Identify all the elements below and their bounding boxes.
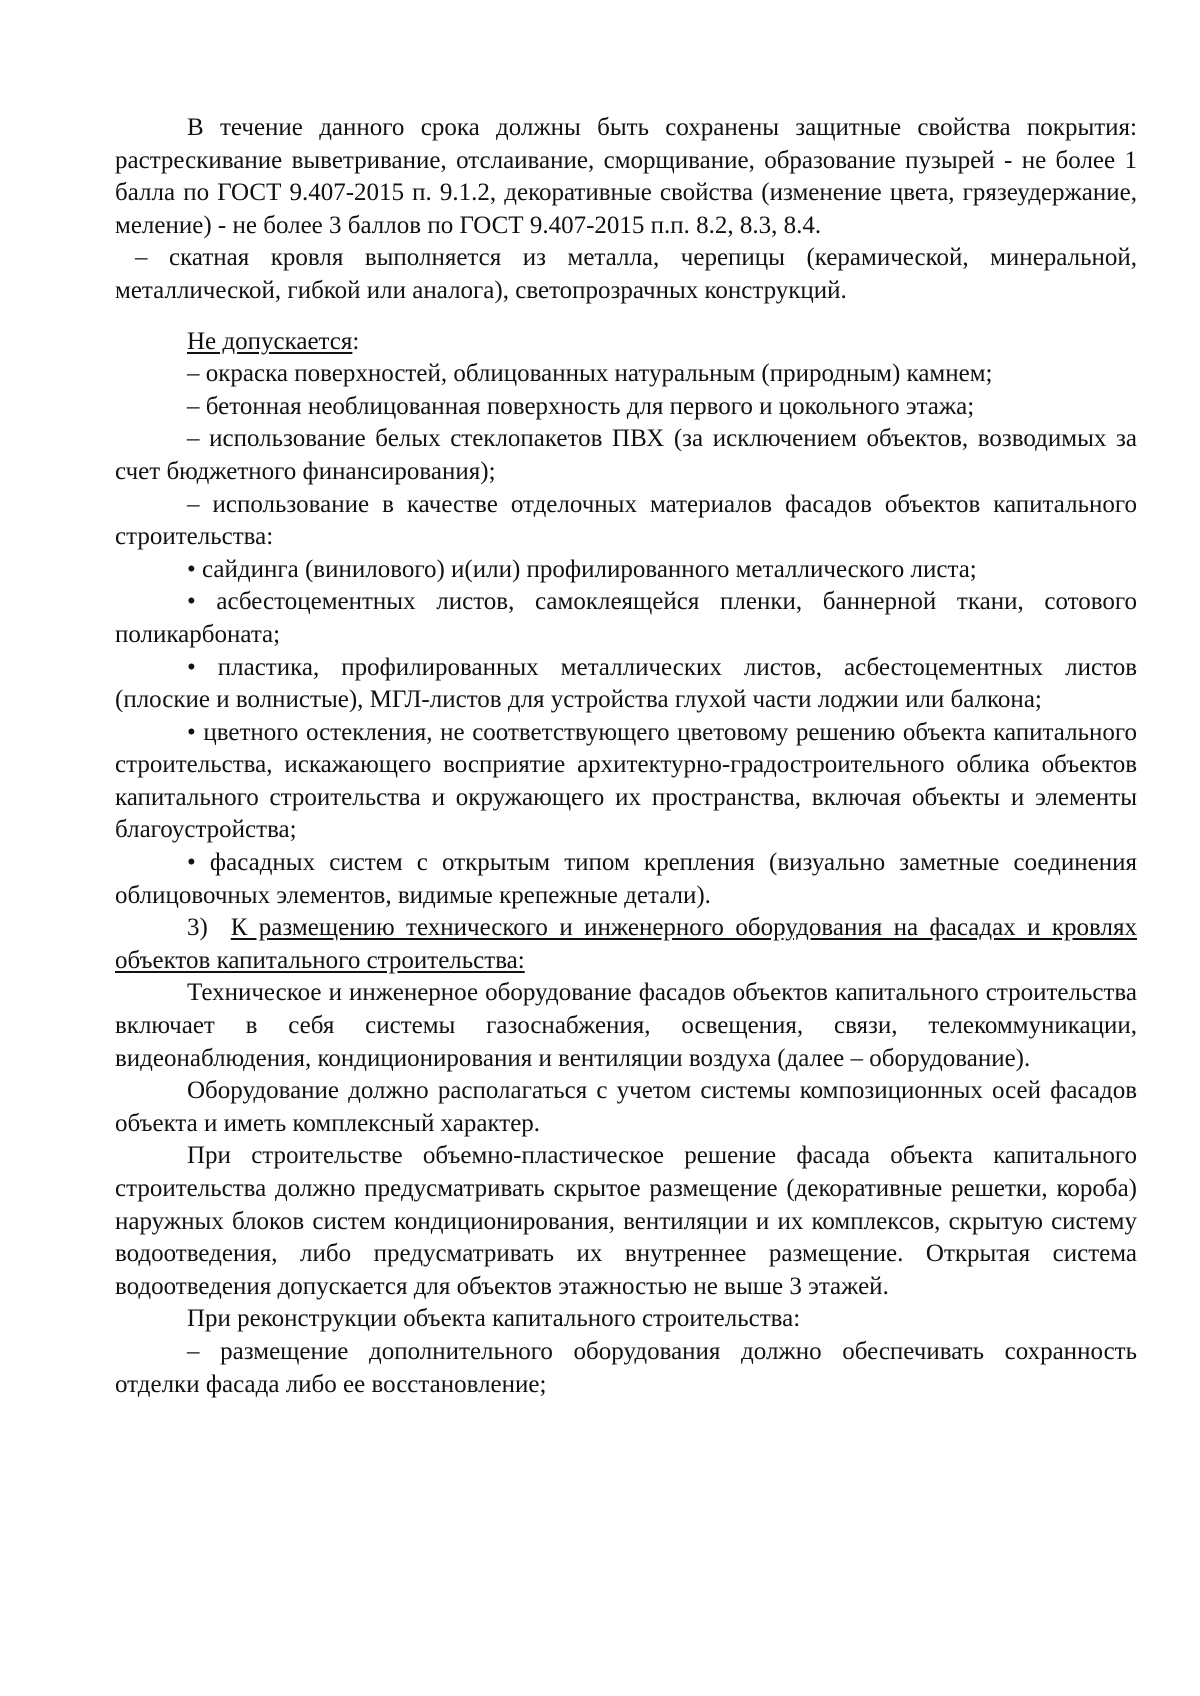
paragraph-pitched-roof: – скатная кровля выполняется из металла, черепицы (керамической, минеральной, металлической, гибкой или аналога), светопрозрачных конструкций. bbox=[115, 244, 1137, 304]
paragraph-equipment-axes: Оборудование должно располагаться с учетом системы композиционных осей фасадов объекта и иметь комплексный характер. bbox=[115, 1077, 1137, 1137]
bullet-item-colored-glazing: • цветного остекления, не соответствующего цветовому решению объекта капитального строительства, искажающего восприятие архитектурно-градостроительного облика объектов капитального строительства и окружающего их пространства, включая объекты и элементы благоустройства; bbox=[115, 718, 1137, 844]
paragraph-additional-equipment: – размещение дополнительного оборудования должно обеспечивать сохранность отделки фасада либо ее восстановление; bbox=[115, 1337, 1137, 1398]
not-allowed-heading-text: Не допускается bbox=[187, 327, 353, 355]
section-3-title: К размещению технического и инженерного оборудования на фасадах и кровлях объектов капитального строительства: bbox=[115, 914, 1138, 974]
paragraph-construction: При строительстве объемно-пластическое решение фасада объекта капитального строительства должно предусматривать скрытое размещение (декоративные решетки, короба) наружных блоков систем кондиционирования, вентиляции и их комплексов, скрытую систему водоотведения, либо предусматривать их внутреннее размещение. Открытая система водоотведения допускается для объектов этажностью не выше 3 этажей. bbox=[115, 1142, 1137, 1300]
dash-item-painting: – окраска поверхностей, облицованных натуральным (природным) камнем; bbox=[187, 360, 993, 388]
paragraph-reconstruction: При реконструкции объекта капитального строительства: bbox=[187, 1305, 801, 1333]
bullet-item-siding: • сайдинга (винилового) и(или) профилированного металлического листа; bbox=[187, 555, 977, 583]
dash-item-concrete: – бетонная необлицованная поверхность для первого и цокольного этажа; bbox=[187, 392, 975, 420]
bullet-item-plastic: • пластика, профилированных металлических листов, асбестоцементных листов (плоские и волнистые), МГЛ-листов для устройства глухой части лоджии или балкона; bbox=[115, 653, 1137, 714]
not-allowed-heading-colon: : bbox=[352, 327, 360, 355]
bullet-item-asbestos: • асбестоцементных листов, самоклеящейся пленки, баннерной ткани, сотового поликарбоната; bbox=[115, 588, 1137, 648]
section-3-number: 3) bbox=[187, 914, 208, 942]
dash-item-finishing-materials: – использование в качестве отделочных материалов фасадов объектов капитального строительства: bbox=[115, 490, 1137, 551]
bullet-item-facade-systems: • фасадных систем с открытым типом крепления (визуально заметные соединения облицовочных элементов, видимые крепежные детали). bbox=[115, 849, 1137, 909]
dash-item-white-pvc: – использование белых стеклопакетов ПВХ (за исключением объектов, возводимых за счет бюджетного финансирования); bbox=[115, 425, 1137, 485]
section-3-heading bbox=[115, 912, 1137, 977]
paragraph-equipment-definition: Техническое и инженерное оборудование фасадов объектов капитального строительства включает в себя системы газоснабжения, освещения, связи, телекоммуникации, видеонаблюдения, кондиционирования и вентиляции воздуха (далее – оборудование). bbox=[115, 979, 1137, 1072]
paragraph-protective-properties: В течение данного срока должны быть сохранены защитные свойства покрытия: растрескивание выветривание, отслаивание, сморщивание, образование пузырей - не более 1 балла по ГОСТ 9.407-2015 п. 9.1.2, декоративные свойства (изменение цвета, грязеудержание, меление) - не более 3 баллов по ГОСТ 9.407-2015 п.п. 8.2, 8.3, 8.4. bbox=[115, 114, 1137, 239]
not-allowed-heading bbox=[115, 326, 1137, 359]
